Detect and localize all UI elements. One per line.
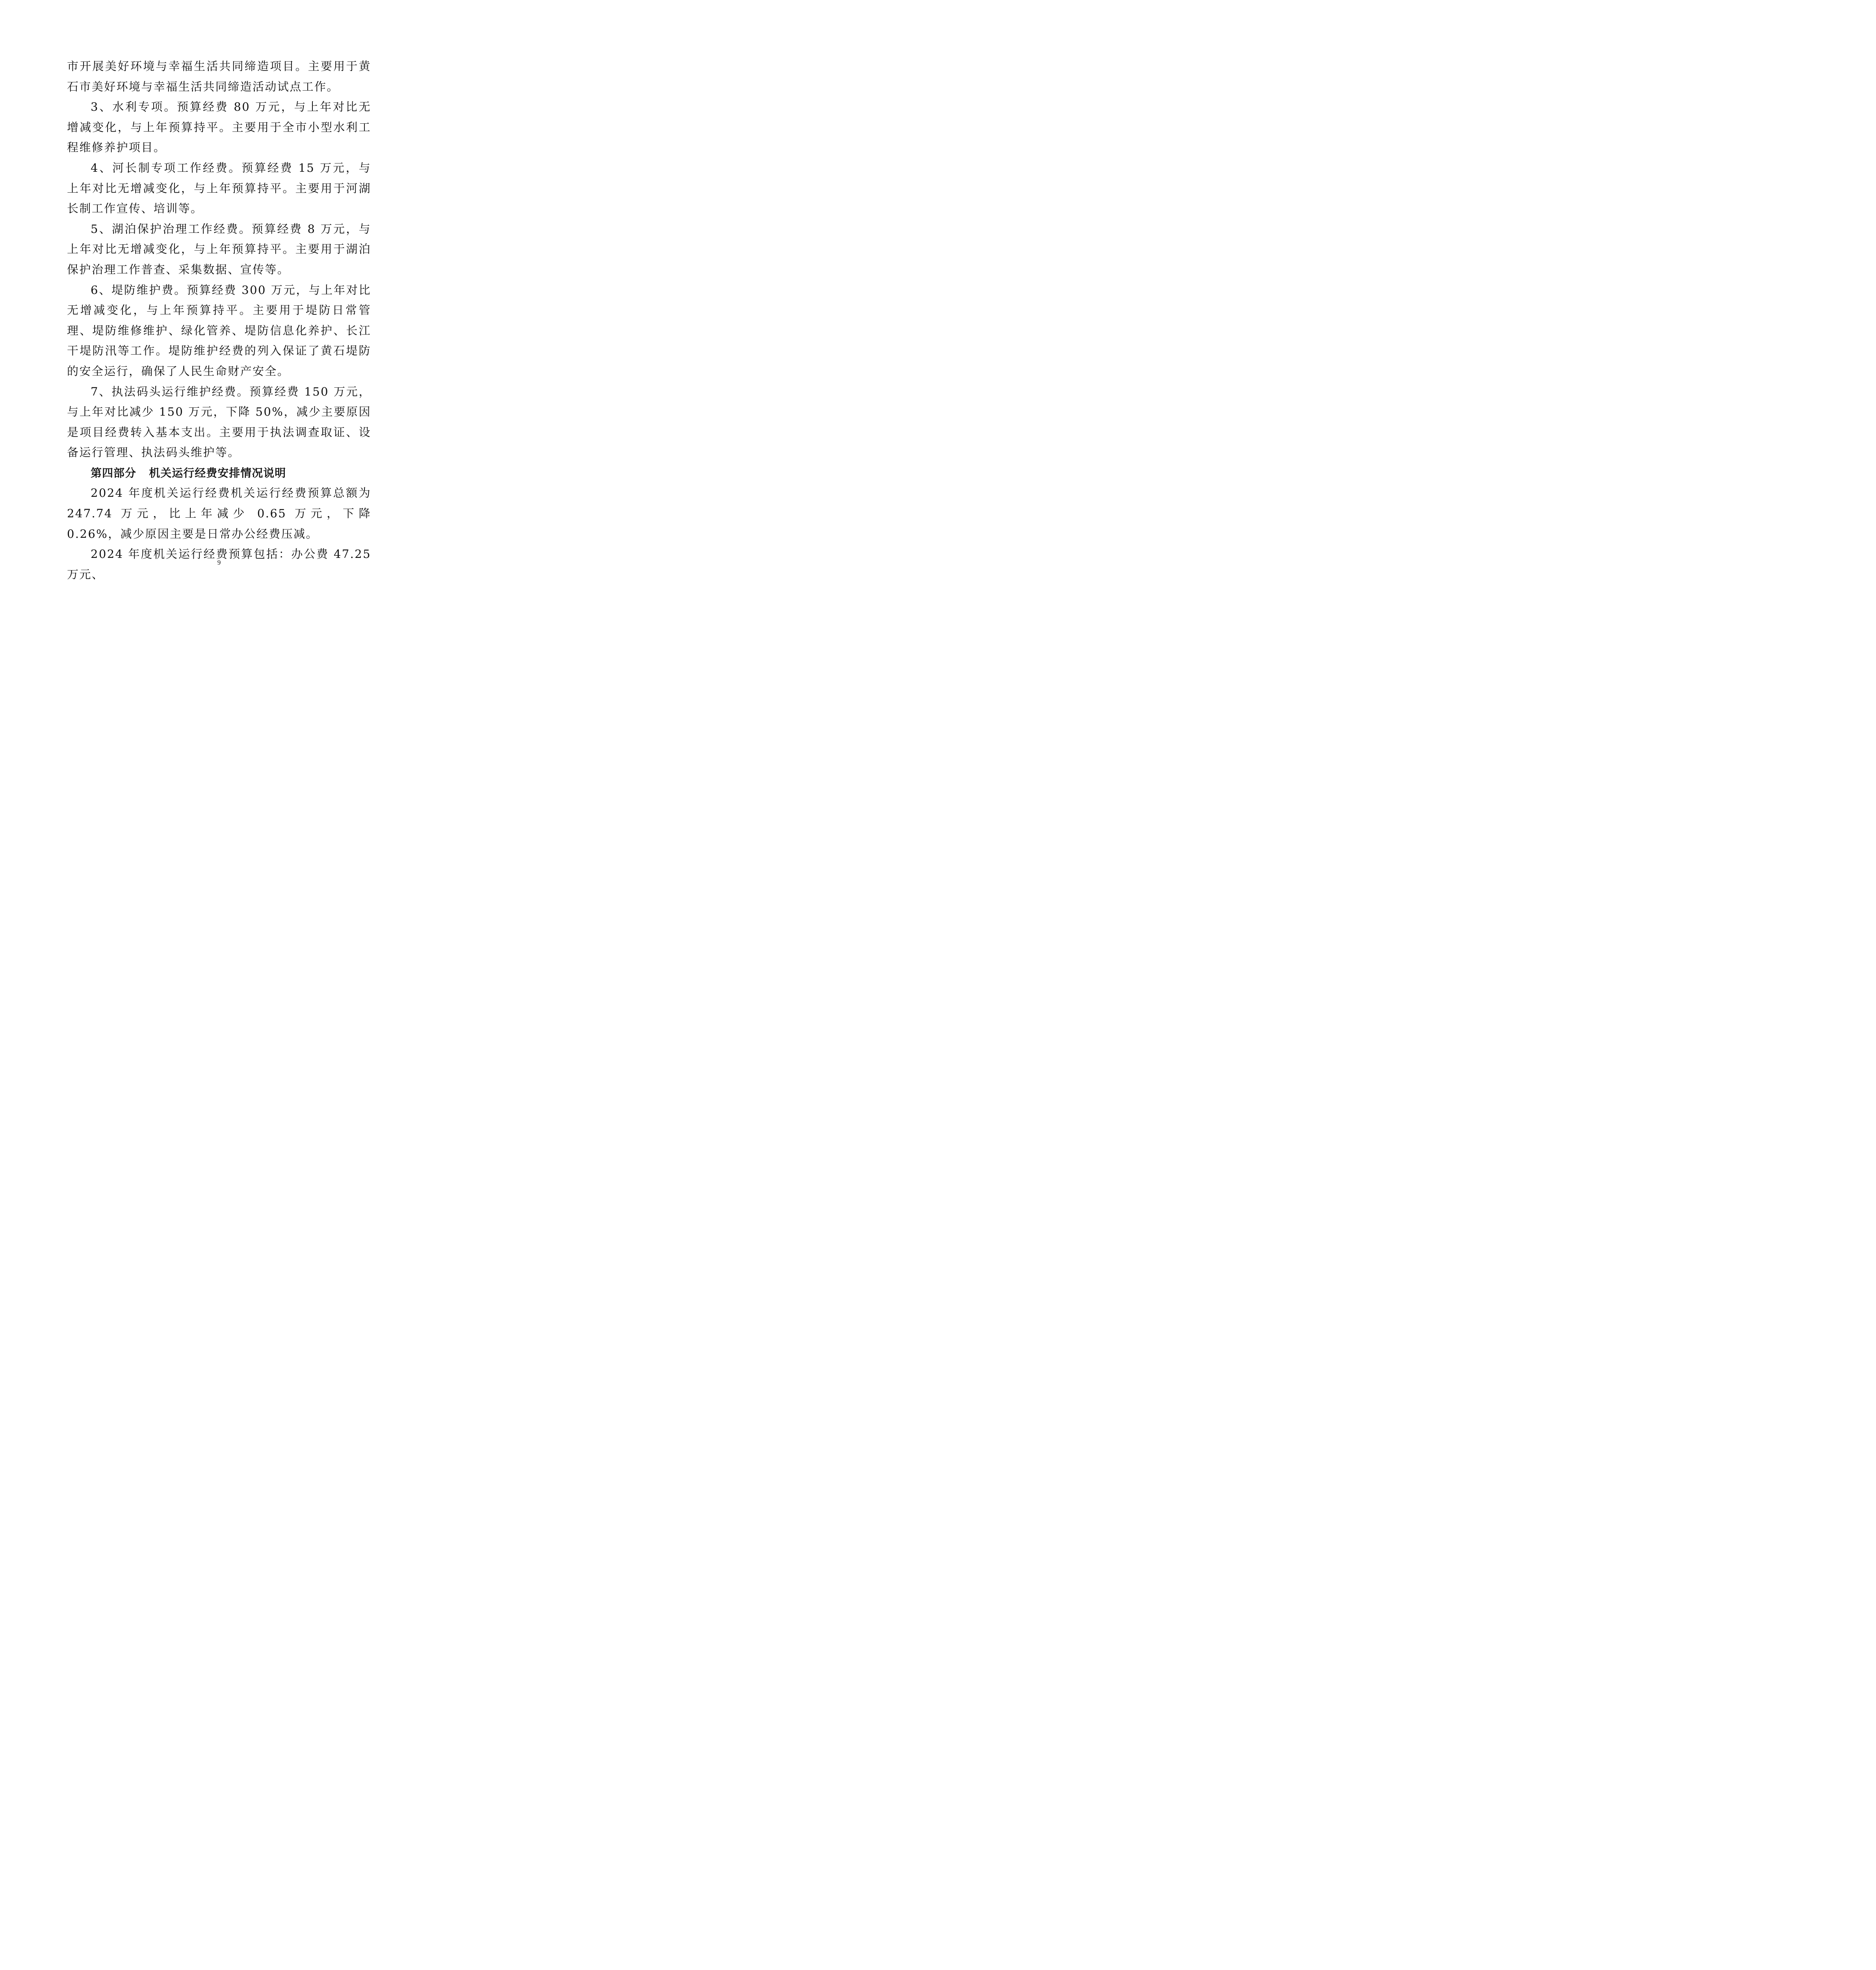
section-heading: 第四部分 机关运行经费安排情况说明	[91, 466, 286, 479]
paragraph-item-4-river-chief: 4、河长制专项工作经费。预算经费 15 万元，与上年对比无增减变化，与上年预算持平。主要用于河湖长制工作宣传、培训等。	[67, 161, 371, 216]
paragraph-operating-budget-items: 2024 年度机关运行经费预算包括：办公费 47.25 万元、	[67, 547, 371, 581]
page-number: 9	[217, 559, 221, 566]
paragraph-item-3-water-project: 3、水利专项。预算经费 80 万元，与上年对比无增减变化，与上年预算持平。主要用于全市小型水利工程维修养护项目。	[67, 100, 371, 154]
paragraph-item-6-embankment: 6、堤防维护费。预算经费 300 万元，与上年对比无增减变化，与上年预算持平。主要用于堤防日常管理、堤防维修维护、绿化管养、堤防信息化养护、长江干堤防汛等工作。堤防维护经费的列入保证了黄石堤防的安全运行，确保了人民生命财产安全。	[67, 283, 371, 378]
document-body	[67, 56, 371, 585]
paragraph-item-7-enforcement-dock: 7、执法码头运行维护经费。预算经费 150 万元，与上年对比减少 150 万元，下降 50%，减少主要原因是项目经费转入基本支出。主要用于执法调查取证、设备运行管理、执法码头维护等。	[67, 385, 371, 459]
paragraph-continuation: 市开展美好环境与幸福生活共同缔造项目。主要用于黄石市美好环境与幸福生活共同缔造活动试点工作。	[67, 59, 371, 93]
paragraph-item-5-lake-protection: 5、湖泊保护治理工作经费。预算经费 8 万元，与上年对比无增减变化，与上年预算持平。主要用于湖泊保护治理工作普查、采集数据、宣传等。	[67, 222, 371, 276]
paragraph-operating-budget-total: 2024 年度机关运行经费机关运行经费预算总额为 247.74 万元，比上年减少 0.65 万元，下降 0.26%，减少原因主要是日常办公经费压减。	[67, 486, 371, 541]
